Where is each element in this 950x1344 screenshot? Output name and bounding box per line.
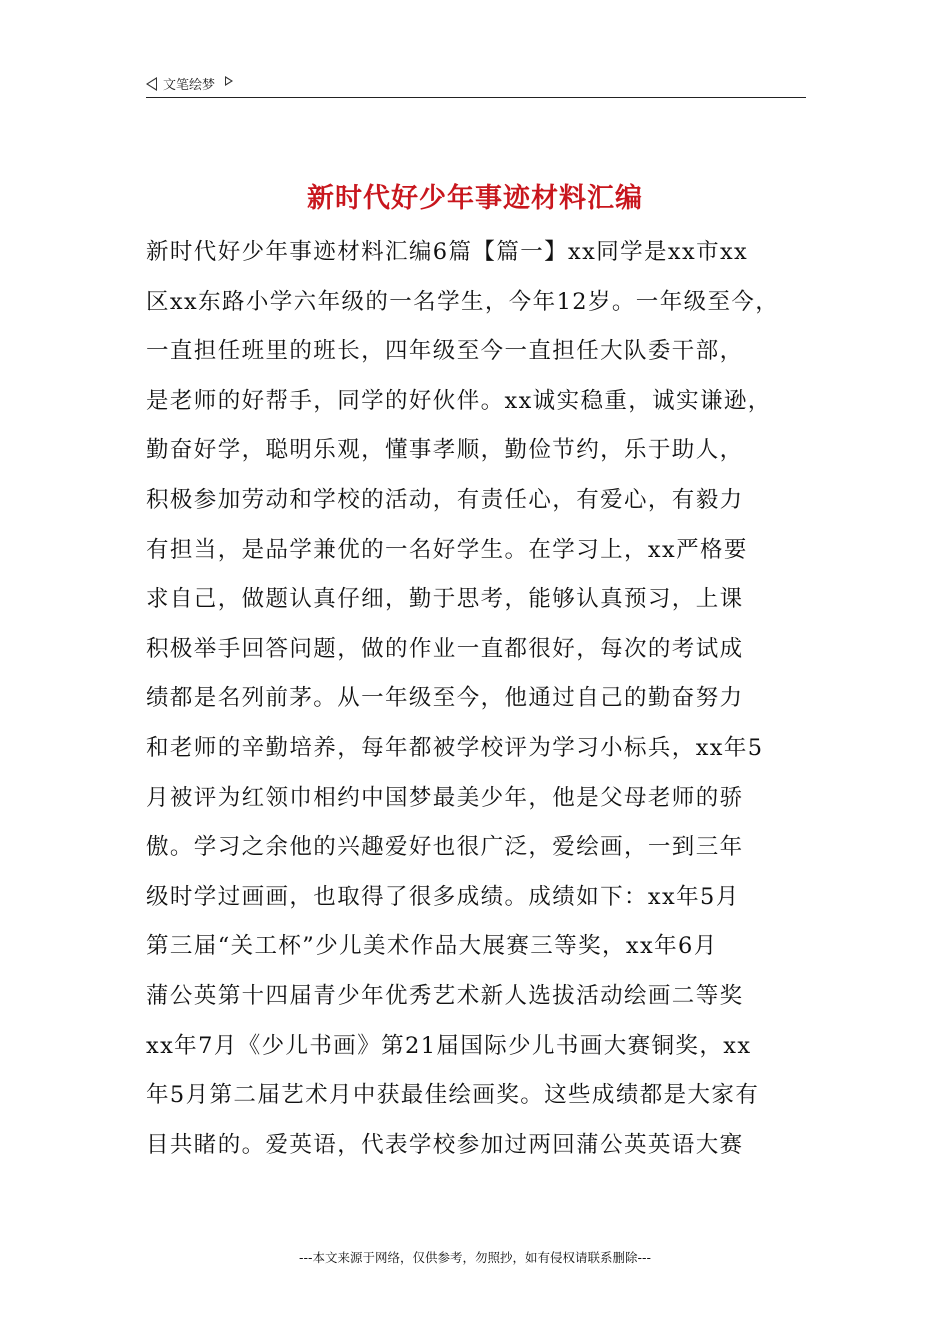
triangle-right-icon [225,76,233,86]
body-line: xx年7月《少儿书画》第21届国际少儿书画大赛铜奖，xx [146,1032,752,1059]
body-line: 月被评为红领巾相约中国梦最美少年，他是父母老师的骄 [146,784,744,811]
triangle-left-icon [146,77,157,91]
body-line: 级时学过画画，也取得了很多成绩。成绩如下：xx年5月 [146,883,740,910]
body-line: 是老师的好帮手，同学的好伙伴。xx诚实稳重，诚实谦逊， [146,387,772,414]
body-line: 蒲公英第十四届青少年优秀艺术新人选拔活动绘画二等奖 [146,982,744,1009]
body-line: 傲。学习之余他的兴趣爱好也很广泛，爱绘画，一到三年 [146,834,744,861]
body-line: 第三届“关工杯”少儿美术作品大展赛三等奖，xx年6月 [146,933,718,960]
header-divider [146,97,806,98]
body-line: 新时代好少年事迹材料汇编6篇【篇一】xx同学是xx市xx [146,239,749,265]
body-line: 目共睹的。爱英语，代表学校参加过两回蒲公英英语大赛 [146,1131,744,1158]
body-line: 积极举手回答问题，做的作业一直都很好，每次的考试成 [146,635,744,662]
brand-label: 文笔绘梦 [163,78,216,93]
body-line: 求自己，做题认真仔细，勤于思考，能够认真预习，上课 [146,586,744,613]
brand [146,74,233,93]
body-line: 和老师的辛勤培养，每年都被学校评为学习小标兵，xx年5 [146,734,764,761]
document-body [146,228,814,1170]
body-line: 绩都是名列前茅。从一年级至今，他通过自己的勤奋努力 [146,685,744,712]
document-title: 新时代好少年事迹材料汇编 [307,183,643,214]
body-line: 年5月第二届艺术月中获最佳绘画奖。这些成绩都是大家有 [146,1082,760,1109]
body-line: 一直担任班里的班长，四年级至今一直担任大队委干部， [146,338,744,365]
page-footer: ---本文来源于网络，仅供参考，勿照抄，如有侵权请联系删除--- [298,1250,652,1265]
body-line: 有担当，是品学兼优的一名好学生。在学习上，xx严格要 [146,536,748,563]
body-line: 区xx东路小学六年级的一名学生，今年12岁。一年级至今， [146,288,780,315]
body-line: 勤奋好学，聪明乐观，懂事孝顺，勤俭节约，乐于助人， [146,437,744,464]
body-line: 积极参加劳动和学校的活动，有责任心，有爱心，有毅力 [146,486,744,513]
page-header [146,72,806,98]
